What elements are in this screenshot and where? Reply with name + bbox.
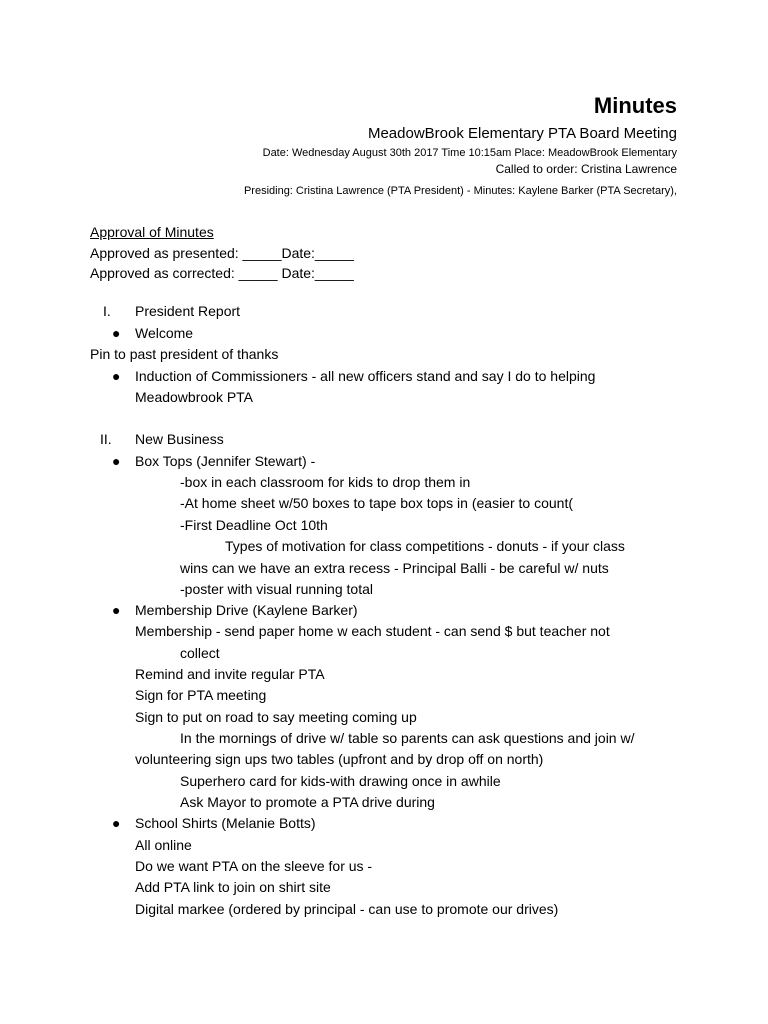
section-numeral-1: I.: [103, 303, 111, 319]
approved-as-presented: Approved as presented: _____Date:_____: [90, 245, 354, 261]
approved-as-corrected: Approved as corrected: _____ Date:_____: [90, 265, 354, 281]
presiding-line: Presiding: Cristina Lawrence (PTA President) - Minutes: Kaylene Barker (PTA Secretary),: [243, 185, 677, 197]
bullet-icon: ●: [112, 325, 121, 341]
shirts-note: All online: [135, 837, 192, 853]
box-tops-note: -At home sheet w/50 boxes to tape box tops in (easier to count(: [180, 495, 573, 511]
box-tops-note: Types of motivation for class competitions - donuts - if your class: [225, 538, 625, 554]
box-tops-note: -First Deadline Oct 10th: [180, 517, 328, 533]
item-box-tops: Box Tops (Jennifer Stewart) -: [135, 453, 316, 469]
membership-note: In the mornings of drive w/ table so parents can ask questions and join w/: [180, 730, 635, 746]
membership-note: Sign to put on road to say meeting coming up: [135, 709, 417, 725]
page-title: Minutes: [593, 93, 677, 118]
note-pin-past-president: Pin to past president of thanks: [90, 346, 279, 362]
bullet-icon: ●: [112, 815, 121, 831]
box-tops-note: -poster with visual running total: [180, 581, 373, 597]
shirts-note: Digital markee (ordered by principal - can use to promote our drives): [135, 901, 559, 917]
membership-note: Membership - send paper home w each student - can send $ but teacher not: [135, 623, 610, 639]
meeting-subtitle: MeadowBrook Elementary PTA Board Meeting: [367, 125, 677, 142]
membership-note: volunteering sign ups two tables (upfront and by drop off on north): [135, 751, 544, 767]
section-title-president-report: President Report: [135, 303, 241, 319]
item-school-shirts: School Shirts (Melanie Botts): [135, 815, 316, 831]
called-to-order: Called to order: Cristina Lawrence: [495, 162, 677, 176]
membership-note: collect: [180, 645, 220, 661]
membership-note: Superhero card for kids-with drawing once in awhile: [180, 773, 501, 789]
item-welcome: Welcome: [135, 325, 194, 341]
approval-heading: Approval of Minutes: [90, 224, 214, 240]
item-membership-drive: Membership Drive (Kaylene Barker): [135, 602, 358, 618]
bullet-icon: ●: [112, 368, 121, 384]
item-induction-line2: Meadowbrook PTA: [135, 389, 254, 405]
section-title-new-business: New Business: [135, 431, 224, 447]
box-tops-note: wins can we have an extra recess - Principal Balli - be careful w/ nuts: [180, 560, 609, 576]
shirts-note: Do we want PTA on the sleeve for us -: [135, 858, 373, 874]
section-numeral-2: II.: [100, 431, 112, 447]
shirts-note: Add PTA link to join on shirt site: [135, 879, 331, 895]
membership-note: Remind and invite regular PTA: [135, 666, 325, 682]
date-line: Date: Wednesday August 30th 2017 Time 10:15am Place: MeadowBrook Elementary: [262, 147, 677, 159]
bullet-icon: ●: [112, 602, 121, 618]
item-induction-line1: Induction of Commissioners - all new officers stand and say I do to helping: [135, 368, 596, 384]
membership-note: Sign for PTA meeting: [135, 687, 267, 703]
bullet-icon: ●: [112, 453, 121, 469]
box-tops-note: -box in each classroom for kids to drop them in: [180, 474, 471, 490]
membership-note: Ask Mayor to promote a PTA drive during: [180, 794, 435, 810]
